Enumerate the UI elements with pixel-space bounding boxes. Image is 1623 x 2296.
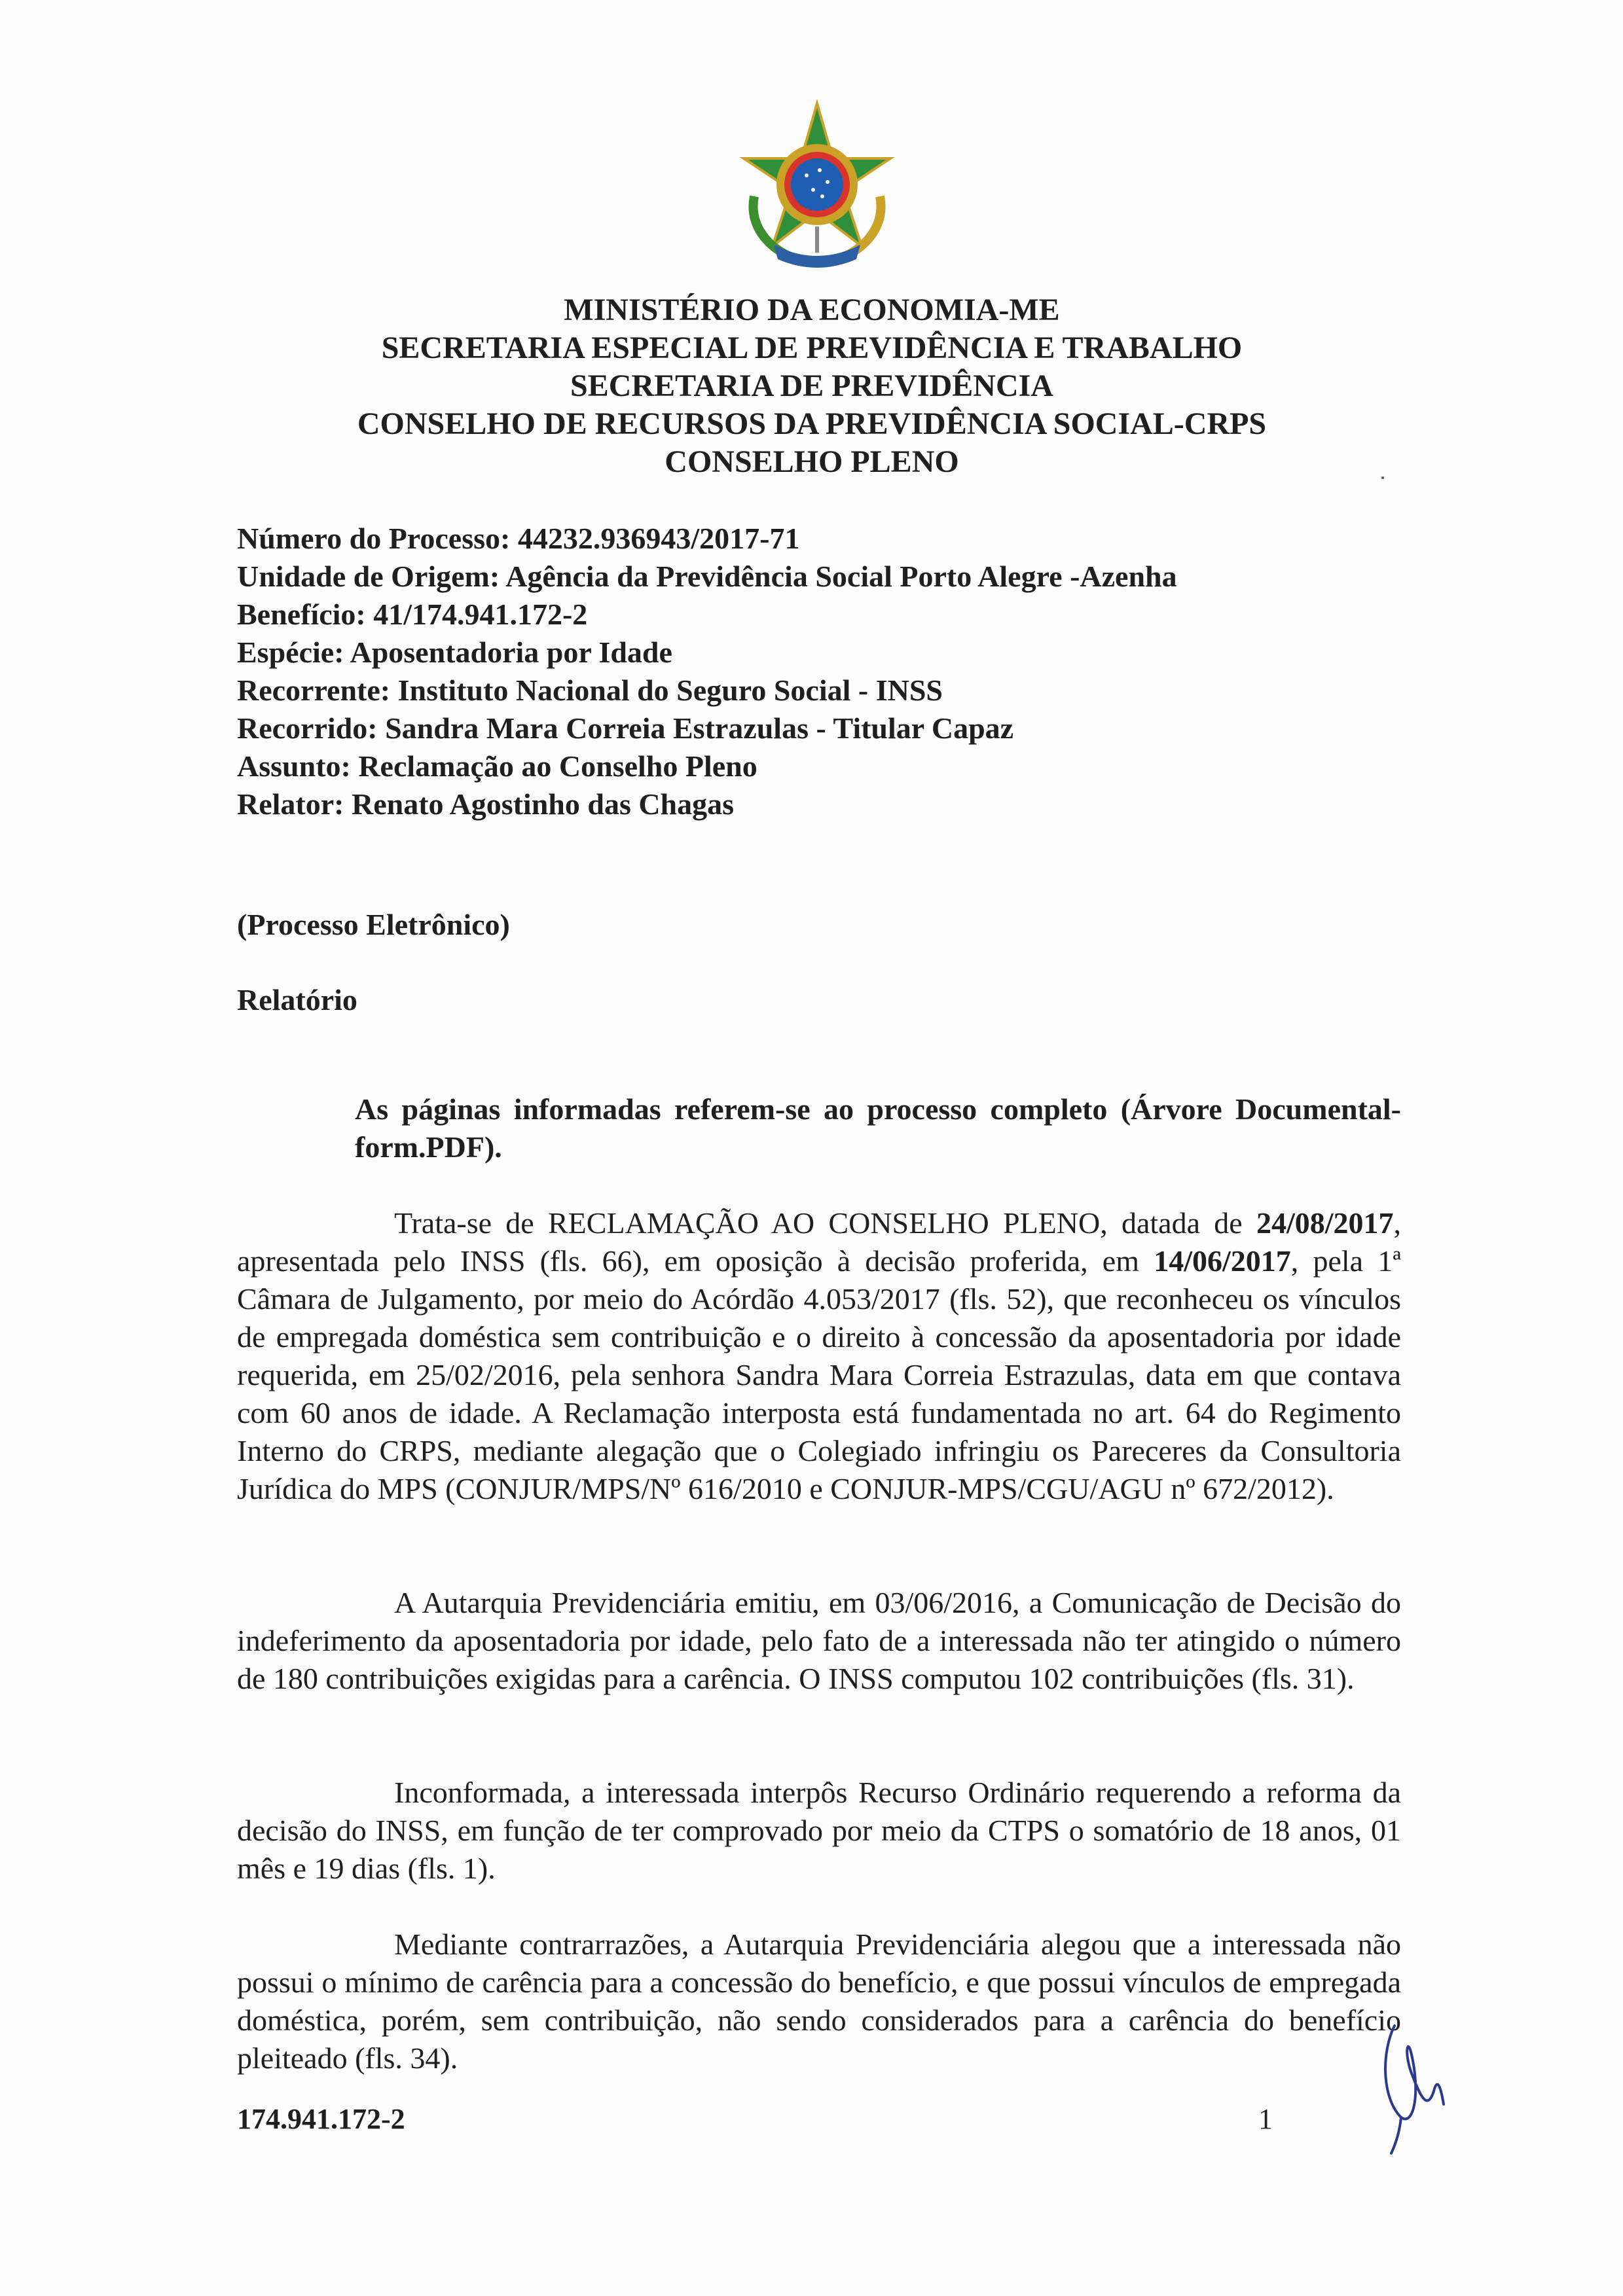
header-line-ministry: MINISTÉRIO DA ECONOMIA-ME	[564, 293, 1060, 327]
paragraph-1	[237, 1204, 1401, 1508]
scan-speck	[1381, 476, 1384, 479]
header-line-conselho-pleno: CONSELHO PLENO	[665, 444, 959, 479]
process-metadata	[237, 520, 1415, 823]
relatorio-heading: Relatório	[237, 983, 357, 1016]
p1-text-c: , pela 1ª Câmara de Julgamento, por meio do Acórdão 4.053/2017 (fls. 52), que reconheceu os vínculos de empregada doméstica sem contribuição e o direito à concessão da aposentadoria por idade requerida, em 25/02/2016, pela senhora Sandra Mara Correia Estrazulas, data em que contava com 60 anos de idade. A Reclamação interposta está fundamentada no art. 64 do Regimento Interno do CRPS, mediante alegação que o Colegiado infringiu os Pareceres da Consultoria Jurídica do MPS (CONJUR/MPS/Nº 616/2010 e CONJUR-MPS/CGU/AGU nº 672/2012).	[237, 1244, 1401, 1505]
brazil-coat-of-arms-emblem	[728, 98, 906, 276]
p1-text-a: Trata-se de RECLAMAÇÃO AO CONSELHO PLENO, datada de	[394, 1206, 1256, 1240]
handwritten-initials-signature	[1375, 2013, 1460, 2157]
meta-recorrente: Recorrente: Instituto Nacional do Seguro Social - INSS	[237, 673, 943, 707]
header-line-secretaria: SECRETARIA DE PREVIDÊNCIA	[570, 368, 1053, 403]
p1-date-decisao: 14/06/2017	[1154, 1244, 1291, 1278]
meta-beneficio: Benefício: 41/174.941.172-2	[237, 598, 588, 631]
footer-benefit-number: 174.941.172-2	[237, 2103, 405, 2135]
meta-relator: Relator: Renato Agostinho das Chagas	[237, 787, 735, 821]
meta-processo: Número do Processo: 44232.936943/2017-71	[237, 522, 800, 555]
paragraph-4: Mediante contrarrazões, a Autarquia Previdenciária alegou que a interessada não possui o mínimo de carência para a concessão do benefício, e que possui vínculos de empregada doméstica, porém, sem contribuição, não sendo considerados para a carência do benefício pleiteado (fls. 34).	[237, 1928, 1401, 2075]
meta-unidade: Unidade de Origem: Agência da Previdência Social Porto Alegre -Azenha	[237, 560, 1177, 593]
document-header	[196, 291, 1427, 481]
p1-text-b: , apresentada pelo INSS (fls. 66), em oposição à decisão proferida, em	[237, 1206, 1401, 1278]
meta-especie: Espécie: Aposentadoria por Idade	[237, 636, 672, 669]
meta-recorrido: Recorrido: Sandra Mara Correia Estrazulas - Titular Capaz	[237, 711, 1014, 745]
header-line-secretaria-especial: SECRETARIA ESPECIAL DE PREVIDÊNCIA E TRABALHO	[381, 331, 1243, 365]
footer-page-number: 1	[1258, 2103, 1273, 2135]
header-line-conselho-recursos: CONSELHO DE RECURSOS DA PREVIDÊNCIA SOCIAL-CRPS	[357, 406, 1267, 441]
p1-date-reclamacao: 24/08/2017	[1256, 1206, 1394, 1240]
intro-note: As páginas informadas referem-se ao processo completo (Árvore Documental-form.PDF).	[355, 1092, 1401, 1164]
processo-eletronico-label: (Processo Eletrônico)	[237, 908, 510, 941]
meta-assunto: Assunto: Reclamação ao Conselho Pleno	[237, 749, 757, 783]
paragraph-2: A Autarquia Previdenciária emitiu, em 03/06/2016, a Comunicação de Decisão do indeferimento da aposentadoria por idade, pelo fato de a interessada não ter atingido o número de 180 contribuições exigidas para a carência. O INSS computou 102 contribuições (fls. 31).	[237, 1586, 1401, 1695]
paragraph-3: Inconformada, a interessada interpôs Recurso Ordinário requerendo a reforma da decisão do INSS, em função de ter comprovado por meio da CTPS o somatório de 18 anos, 01 mês e 19 dias (fls. 1).	[237, 1776, 1401, 1885]
